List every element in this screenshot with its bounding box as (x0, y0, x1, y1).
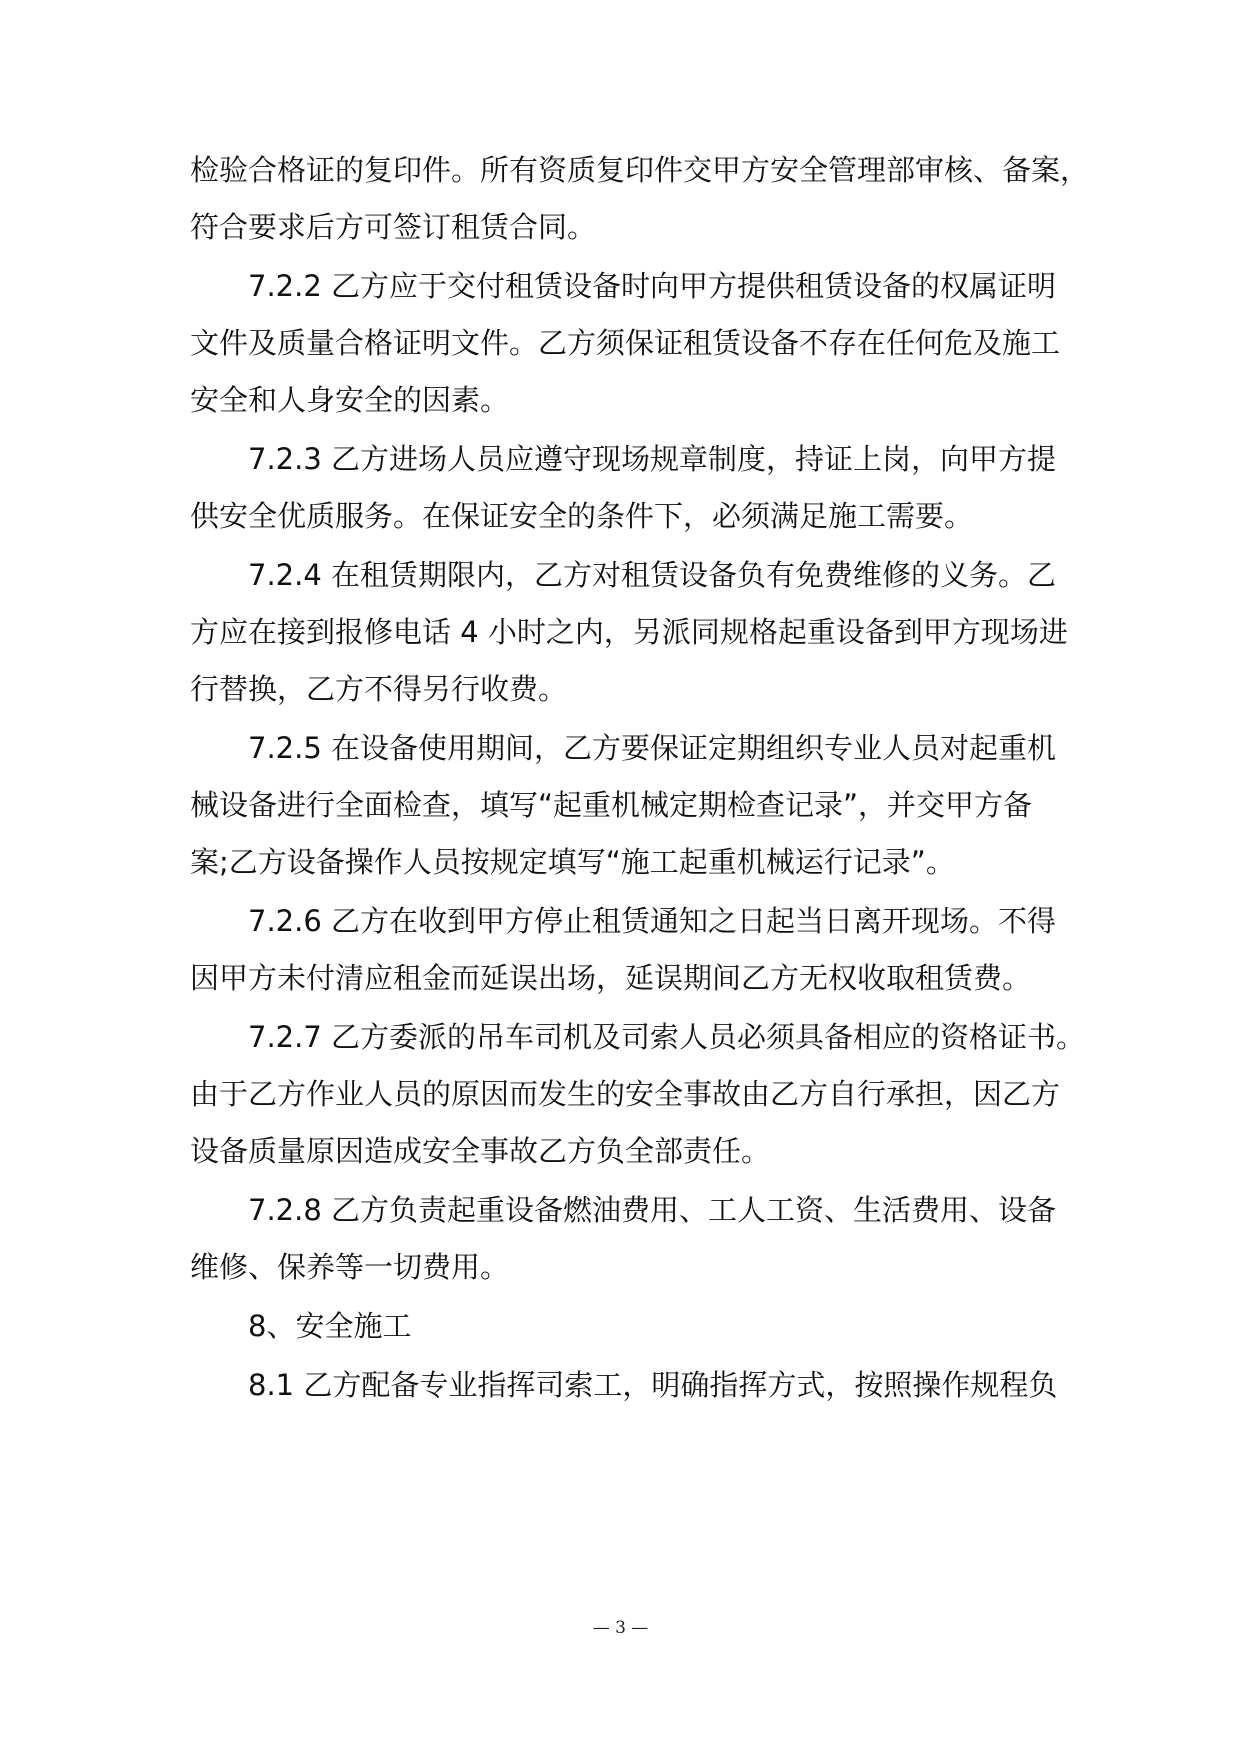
text-line: 械设备进行全面检查，填写“起重机械定期检查记录”，并交甲方备 (190, 788, 1033, 822)
text-line: 7.2.2 乙方应于交付租赁设备时向甲方提供租赁设备的权属证明 (248, 269, 1057, 303)
text-line: 因甲方未付清应租金而延误出场，延误期间乙方无权收取租赁费。 (190, 961, 1032, 995)
text-line: 文件及质量合格证明文件。乙方须保证租赁设备不存在任何危及施工 (190, 326, 1061, 360)
text-line: 7.2.8 乙方负责起重设备燃油费用、工人工资、生活费用、设备 (248, 1193, 1057, 1227)
text-line: 7.2.6 乙方在收到甲方停止租赁通知之日起当日离开现场。不得 (248, 904, 1057, 938)
text-line: 安全和人身安全的因素。 (190, 383, 510, 417)
text-line: 案;乙方设备操作人员按规定填写“施工起重机械运行记录”。 (190, 845, 955, 879)
text-line: 符合要求后方可签订租赁合同。 (190, 210, 597, 244)
text-line: 行替换，乙方不得另行收费。 (190, 672, 568, 706)
text-line: 7.2.3 乙方进场人员应遵守现场规章制度，持证上岗，向甲方提 (248, 442, 1057, 476)
text-line: 7.2.5 在设备使用期间，乙方要保证定期组织专业人员对起重机 (248, 731, 1057, 765)
text-line: 供安全优质服务。在保证安全的条件下，必须满足施工需要。 (190, 499, 974, 533)
page-number: — 3 — (592, 1618, 649, 1638)
section-heading: 8、安全施工 (248, 1309, 412, 1343)
text-line: 7.2.4 在租赁期限内，乙方对租赁设备负有免费维修的义务。乙 (248, 558, 1057, 592)
text-line: 8.1 乙方配备专业指挥司索工，明确指挥方式，按照操作规程负 (248, 1368, 1058, 1402)
text-line: 方应在接到报修电话 4 小时之内，另派同规格起重设备到甲方现场进 (190, 615, 1068, 649)
text-line: 7.2.7 乙方委派的吊车司机及司索人员必须具备相应的资格证书。 (248, 1020, 1086, 1054)
text-line: 设备质量原因造成安全事故乙方负全部责任。 (190, 1134, 771, 1168)
text-line: 由于乙方作业人员的原因而发生的安全事故由乙方自行承担，因乙方 (190, 1077, 1061, 1111)
text-line: 检验合格证的复印件。所有资质复印件交甲方安全管理部审核、备案， (190, 153, 1090, 187)
text-line: 维修、保养等一切费用。 (190, 1250, 510, 1284)
